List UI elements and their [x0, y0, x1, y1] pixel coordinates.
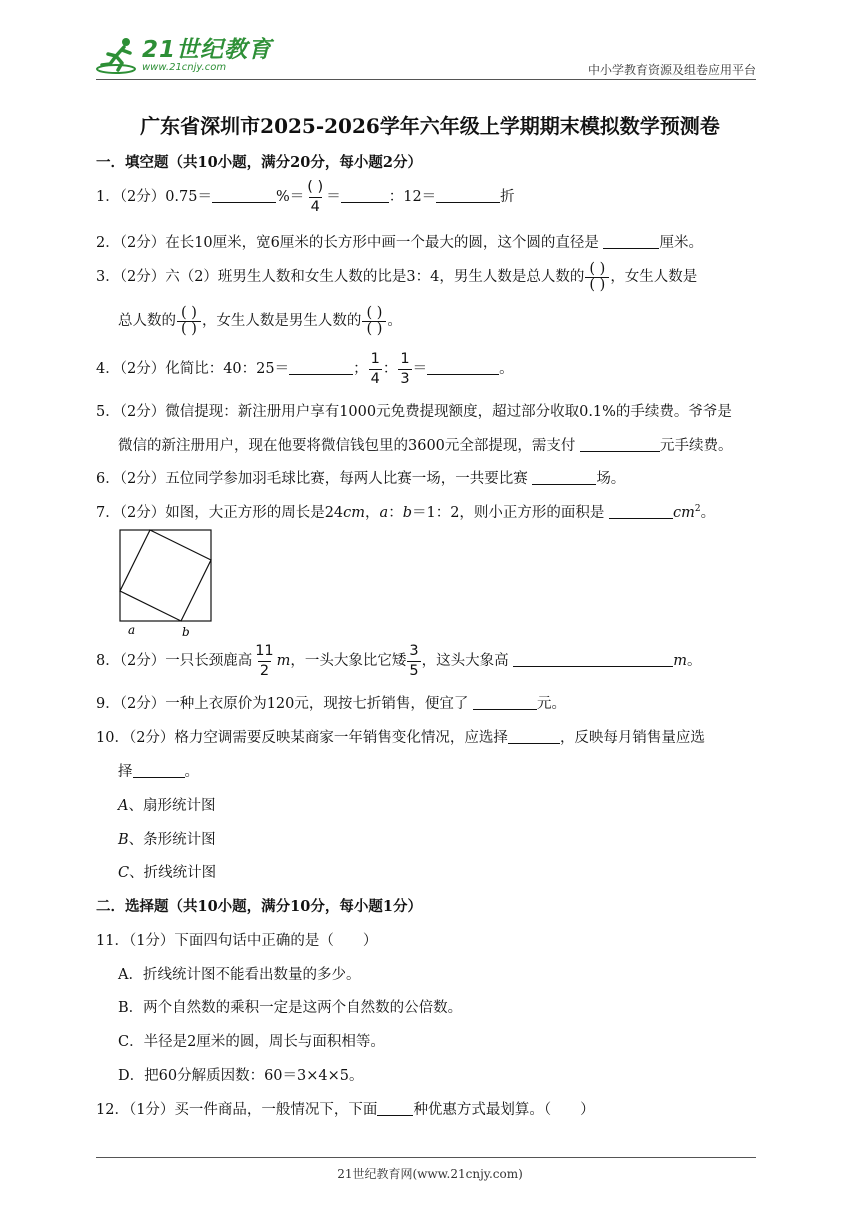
inner-square [120, 530, 211, 621]
q12-blank[interactable] [377, 1101, 413, 1116]
q7-blank[interactable] [609, 504, 673, 519]
figure-label-b: b [182, 625, 190, 639]
q10-option-c[interactable]: C、折线统计图 [118, 865, 217, 881]
question-8: 8．（2分）一只长颈鹿高 $\frac{11}{2}$ m，一头大象比它矮 $\frac{3}{5}$ ，这头大象高 m。 [96, 643, 702, 679]
logo-text: 21世纪教育 [142, 37, 273, 63]
question-11: 11．（1分）下面四句话中正确的是（ ） [96, 933, 378, 949]
figure-label-a: a [128, 623, 136, 637]
q1-prefix: 1．（2分）0.75＝ [96, 189, 212, 205]
q4-fraction-1: $\frac{1}{4}$ [370, 351, 380, 387]
question-5: 5．（2分）微信提现：新注册用户享有1000元免费提现额度，超过部分收取0.1%的手续费。爷爷是 [96, 404, 732, 420]
q1-percent: %＝ [276, 189, 305, 205]
section-heading-2: 二．选择题（共10小题，满分10分，每小题1分） [96, 898, 422, 915]
q1-blank-1[interactable] [212, 188, 276, 203]
question-1: 1．（2分）0.75＝ %＝ $\frac{( )}{4}$ ＝ ：12＝ 折 [96, 179, 515, 215]
section-heading-1: 一．填空题（共10小题，满分20分，每小题2分） [96, 154, 422, 171]
question-5-line-2: 微信的新注册用户，现在他要将微信钱包里的3600元全部提现，需支付 元手续费。 [118, 438, 733, 454]
question-10: 10．（2分）格力空调需要反映某商家一年销售变化情况，应选择 ，反映每月销售量应选 [96, 730, 705, 746]
q9-blank[interactable] [473, 695, 537, 710]
question-7: 7．（2分）如图，大正方形的周长是24cm，a：b＝1：2，则小正方形的面积是 $cm^2$。 [96, 504, 716, 521]
square-figure [118, 528, 214, 640]
q11-option-a[interactable]: A．折线统计图不能看出数量的多少。 [118, 967, 361, 983]
q4-fraction-2: $\frac{1}{3}$ [400, 351, 410, 387]
footer-divider [96, 1157, 756, 1158]
header-divider [96, 79, 756, 80]
q1-blank-3[interactable] [436, 188, 500, 203]
q10-option-a[interactable]: A、扇形统计图 [118, 798, 216, 814]
q6-blank[interactable] [532, 470, 596, 485]
question-3: 3．（2分）六（2）班男生人数和女生人数的比是3：4，男生人数是总人数的 $\frac{( )}{( )}$ ，女生人数是 [96, 261, 698, 293]
question-2: 2．（2分）在长10厘米，宽6厘米的长方形中画一个最大的圆，这个圆的直径是 厘米。 [96, 235, 703, 251]
runner-logo-icon [96, 36, 140, 76]
outer-square [120, 530, 211, 621]
q5-blank[interactable] [580, 437, 660, 452]
logo [96, 36, 272, 76]
page-footer: 21世纪教育网(www.21cnjy.com) [337, 1167, 523, 1181]
q8-fraction-1: $\frac{11}{2}$ [255, 643, 274, 679]
q8-fraction-2: $\frac{3}{5}$ [409, 643, 419, 679]
q1-blank-2[interactable] [341, 188, 389, 203]
question-6: 6．（2分）五位同学参加羽毛球比赛，每两人比赛一场，一共要比赛 场。 [96, 471, 626, 487]
q3-fraction-3[interactable]: $\frac{( )}{( )}$ [362, 306, 386, 336]
question-4: 4．（2分）化简比：40：25＝ ； $\frac{1}{4}$ ： $\frac{1}{3}$ ＝ 。 [96, 351, 514, 387]
page-header [96, 30, 756, 80]
logo-url: www.21cnjy.com [142, 62, 227, 73]
page-title: 广东省深圳市2025-2026学年六年级上学期期末模拟数学预测卷 [140, 114, 720, 138]
q1-fraction: $\frac{( )}{4}$ [307, 179, 324, 215]
q2-blank[interactable] [603, 234, 659, 249]
q8-blank[interactable] [513, 652, 673, 667]
question-9: 9．（2分）一种上衣原价为120元，现按七折销售，便宜了 元。 [96, 696, 566, 712]
q11-option-b[interactable]: B．两个自然数的乘积一定是这两个自然数的公倍数。 [118, 1000, 463, 1016]
question-3-line-2: 总人数的 $\frac{( )}{( )}$ ，女生人数是男生人数的 $\frac{( )}{( )}$ 。 [118, 305, 402, 337]
header-tagline: 中小学教育资源及组卷应用平台 [587, 63, 756, 77]
question-10-line-2: 择 。 [118, 764, 199, 780]
q10-blank-2[interactable] [133, 763, 185, 778]
question-12: 12．（1分）买一件商品，一般情况下，下面 种优惠方式最划算。（ ） [96, 1102, 595, 1118]
q11-option-c[interactable]: C．半径是2厘米的圆，周长与面积相等。 [118, 1034, 385, 1050]
q11-option-d[interactable]: D．把60分解质因数：60＝3×4×5。 [118, 1068, 364, 1084]
q3-fraction-1[interactable]: $\frac{( )}{( )}$ [585, 262, 609, 292]
q4-blank-1[interactable] [289, 360, 353, 375]
q4-blank-2[interactable] [427, 360, 499, 375]
q10-option-b[interactable]: B、条形统计图 [118, 832, 216, 848]
q3-fraction-2[interactable]: $\frac{( )}{( )}$ [177, 306, 201, 336]
q10-blank-1[interactable] [508, 729, 560, 744]
